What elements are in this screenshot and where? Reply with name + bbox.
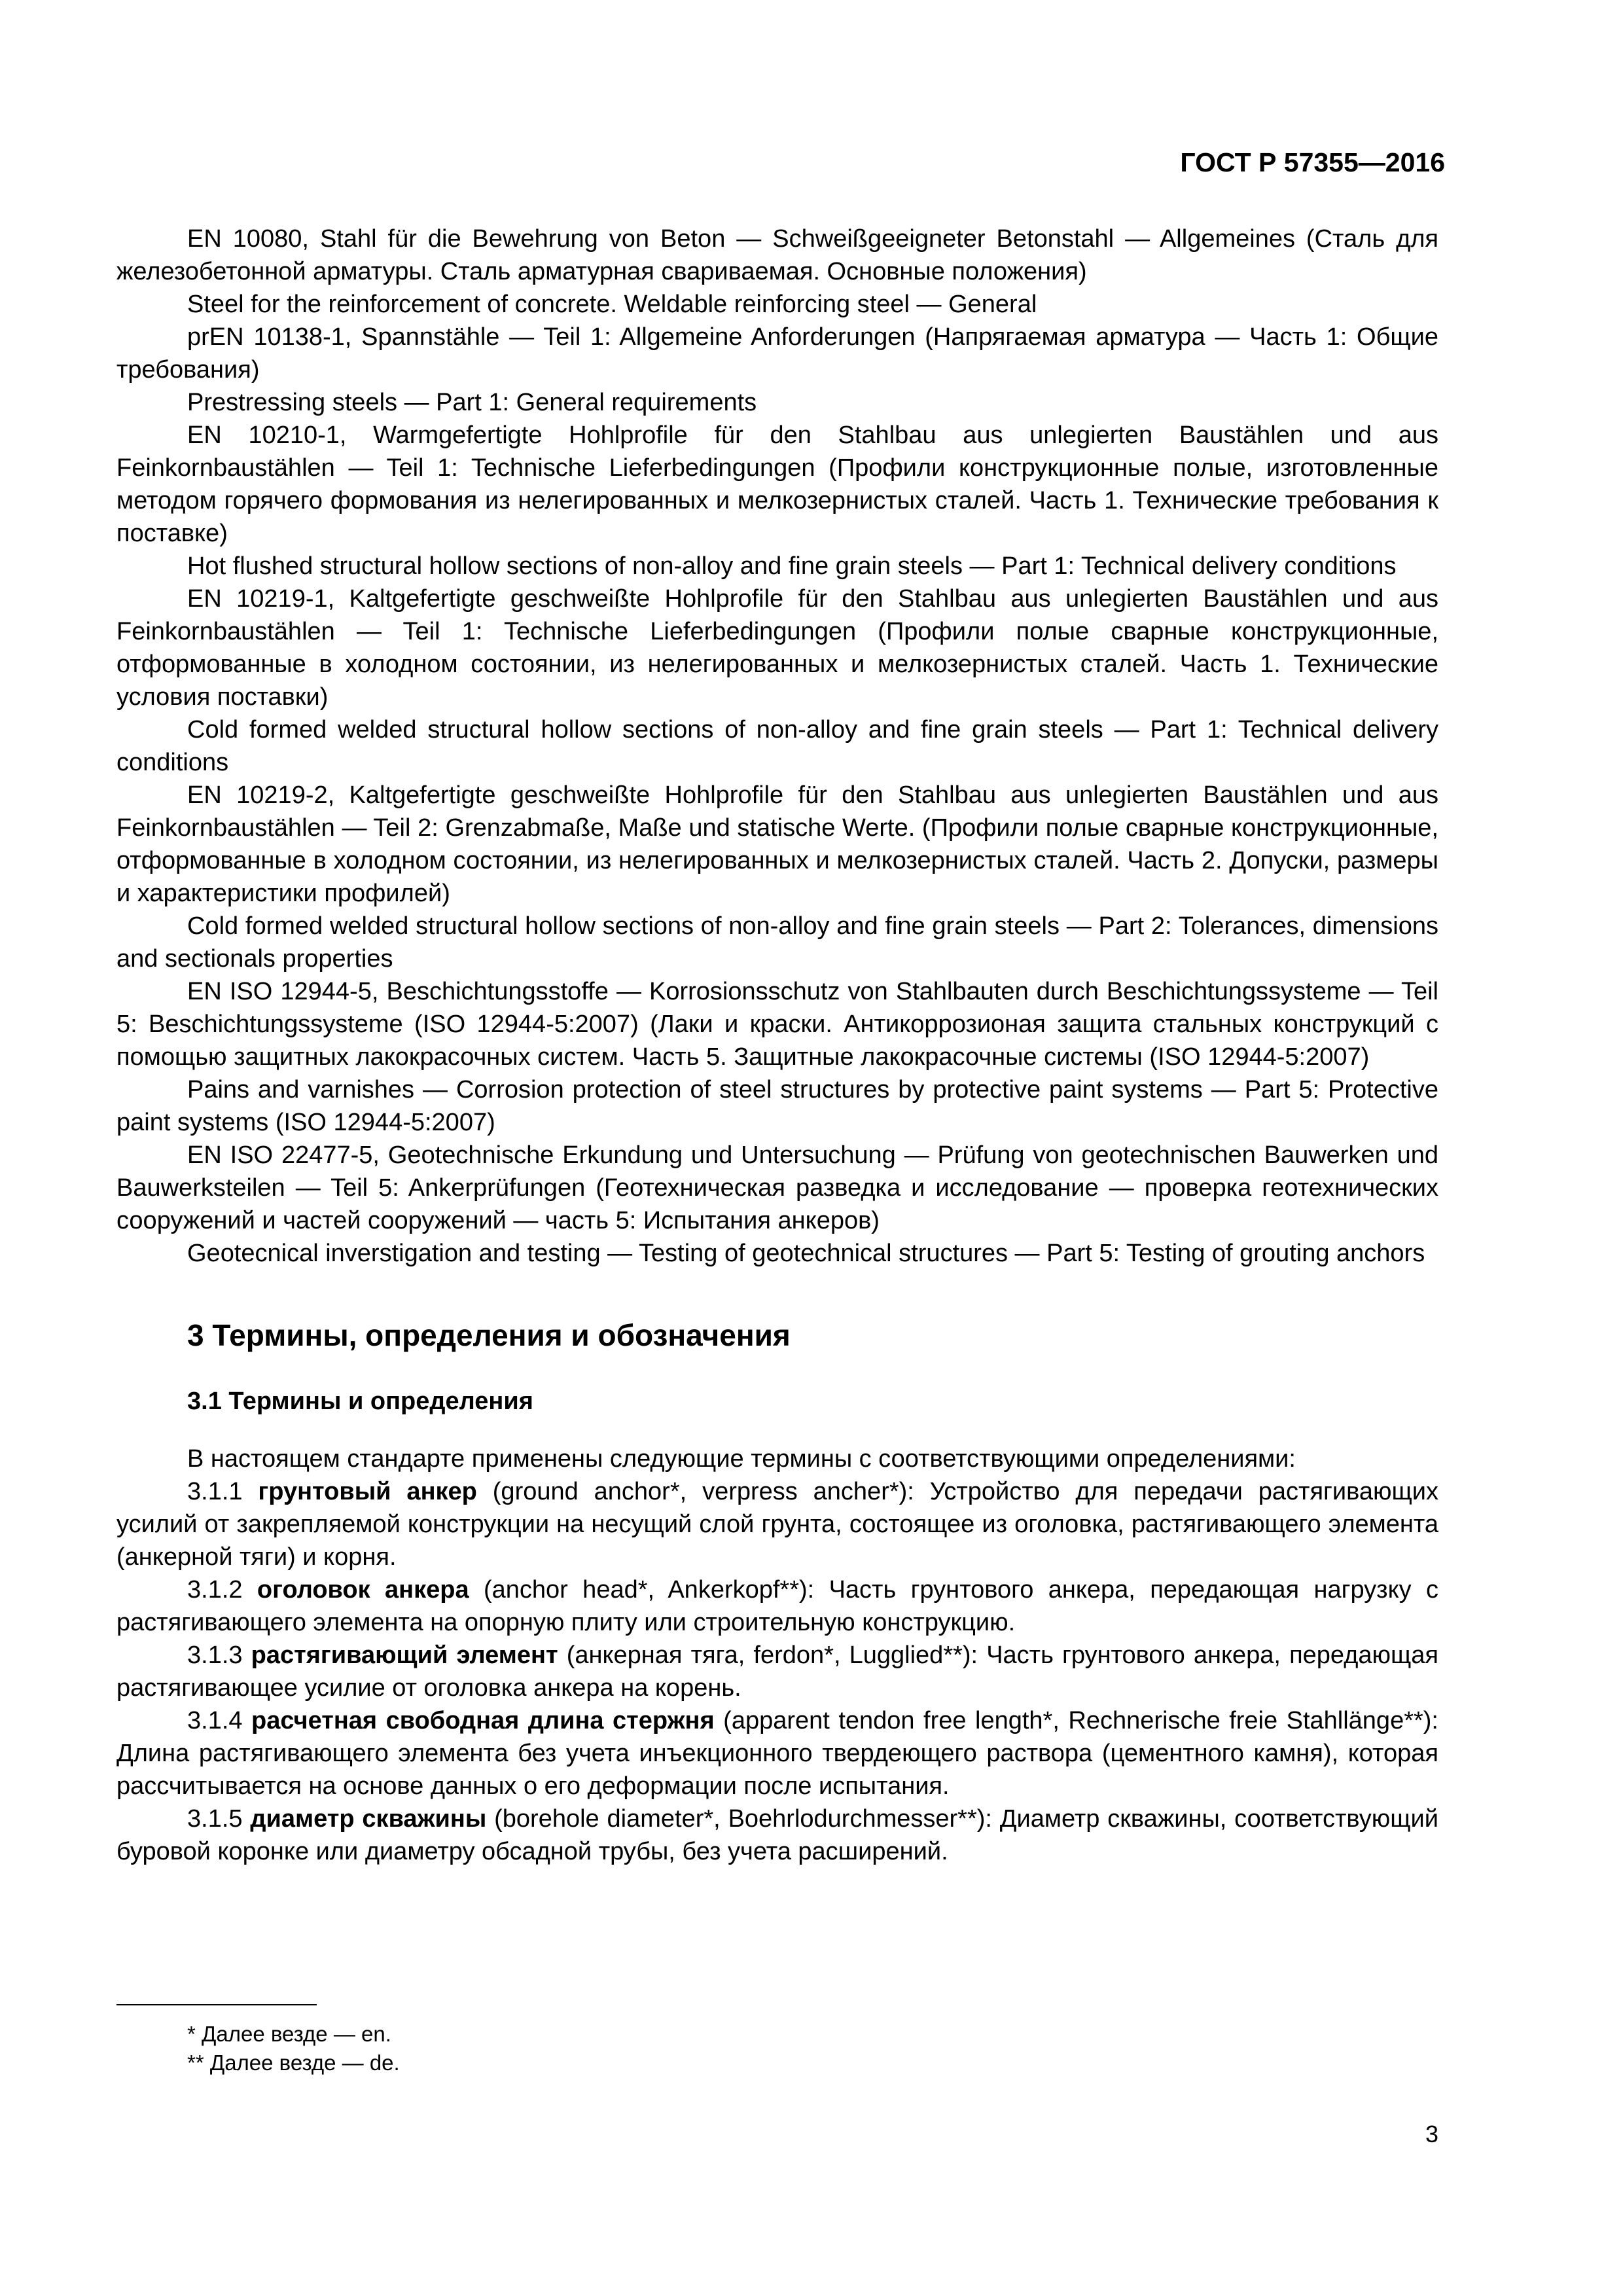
reference-entry: EN ISO 22477-5, Geotechnische Erkundung und Untersuchung — Prüfung von geotechnischen Bauwerken und Bauwerksteilen — Teil 5: Ankerprüfungen (Геотехническая разведка и исследование — проверка геотехнических сооружений и частей сооружений — часть 5: Испытания анкеров): [116, 1141, 1438, 1234]
term-definition: [116, 1639, 1438, 1704]
term-text: (анкерная тяга, ferdon*, Lugglied**): Часть грунтового анкера, передающая растягивающее усилие от оголовка анкера на корень.: [116, 1641, 1439, 1702]
reference-translation: Prestressing steels — Part 1: General requirements: [187, 389, 757, 416]
term-number: 3.1.2: [187, 1576, 243, 1604]
term-definition: [116, 1803, 1438, 1868]
term-definition: [116, 1475, 1438, 1573]
reference-translation: Geotecnical inverstigation and testing — Testing of geotechnical structures — Part 5: Testing of grouting anchors: [187, 1240, 1425, 1267]
term-text: (anchor head*, Ankerkopf**): Часть грунтового анкера, передающая нагрузку с растягивающего элемента на опорную плиту или строительную конструкцию.: [116, 1576, 1439, 1636]
page-number: 3: [1425, 2121, 1438, 2147]
term-text: (apparent tendon free length*, Rechnerische freie Stahllänge**): Длина растягивающего элемента без учета инъекционного твердеющего раствора (цементного камня), которая рассчитывается на основе данных о его деформации после испытания.: [116, 1707, 1438, 1800]
footnotes: [187, 2020, 400, 2077]
reference-translation: Hot flushed structural hollow sections of non-alloy and fine grain steels — Part 1: Technical delivery conditions: [187, 552, 1397, 580]
term-name: диаметр скважины: [250, 1805, 487, 1833]
document-body: [116, 223, 1438, 1868]
section-heading: 3 Термины, определения и обозначения: [187, 1318, 791, 1352]
footnote: * Далее везде — en.: [187, 2022, 391, 2046]
reference-entry: EN 10080, Stahl für die Bewehrung von Beton — Schweißgeeigneter Betonstahl — Allgemeines (Сталь для железобетонной арматуры. Сталь арматурная свариваемая. Основные положения): [116, 225, 1439, 285]
term-number: 3.1.1: [187, 1478, 243, 1505]
term-number: 3.1.4: [187, 1707, 243, 1734]
term-definition: [116, 1573, 1438, 1639]
reference-entry: EN 10219-2, Kaltgefertigte geschweißte Hohlprofile für den Stahlbau aus unlegierten Baustählen und aus Feinkornbaustählen — Teil 2: Grenzabmaße, Maße und statische Werte. (Профили полые сварные конструкционные, отформованные в холодном состоянии, из нелегированных и мелкозернистых сталей. Часть 2. Допуски, размеры и характеристики профилей): [116, 781, 1438, 907]
term-definition: [116, 1704, 1438, 1803]
reference-translation: Cold formed welded structural hollow sections of non-alloy and fine grain steels — Part 2: Tolerances, dimensions and sectionals properties: [116, 912, 1438, 973]
term-name: грунтовый анкер: [258, 1478, 477, 1505]
term-number: 3.1.5: [187, 1805, 243, 1833]
reference-entry: EN ISO 12944-5, Beschichtungsstoffe — Korrosionsschutz von Stahlbauten durch Beschichtungssysteme — Teil 5: Beschichtungssysteme (ISO 12944-5:2007) (Лаки и краски. Антикоррозионая защита стальных конструкций с помощью защитных лакокрасочных систем. Часть 5. Защитные лакокрасочные системы (ISO 12944-5:2007): [116, 978, 1438, 1071]
reference-entry: prEN 10138-1, Spannstähle — Teil 1: Allgemeine Anforderungen (Напрягаемая арматура — Часть 1: Общие требования): [116, 323, 1438, 384]
term-name: расчетная свободная длина стержня: [251, 1707, 715, 1734]
normative-references: [116, 223, 1438, 1270]
document-header: ГОСТ Р 57355—2016: [1180, 147, 1445, 177]
section-intro: В настоящем стандарте применены следующие термины с соответствующими определениями:: [187, 1445, 1296, 1473]
term-text: (ground anchor*, verpress ancher*): Устройство для передачи растягивающих усилий от закрепляемой конструкции на несущий слой грунта, состоящее из оголовка, растягивающего элемента (анкерной тяги) и корня.: [116, 1478, 1438, 1571]
subsection-heading: 3.1 Термины и определения: [187, 1388, 533, 1415]
term-text: (borehole diameter*, Boehrlodurchmesser**): Диаметр скважины, соответствующий буровой коронке или диаметру обсадной трубы, без учета расширений.: [116, 1805, 1439, 1865]
reference-entry: EN 10219-1, Kaltgefertigte geschweißte Hohlprofile für den Stahlbau aus unlegierten Baustählen und aus Feinkornbaustählen — Teil 1: Technische Lieferbedingungen (Профили полые сварные конструкционные, отформованные в холодном состоянии, из нелегированных и мелкозернистых сталей. Часть 1. Технические условия поставки): [116, 585, 1438, 711]
footnote: ** Далее везде — de.: [187, 2051, 400, 2075]
reference-entry: EN 10210-1, Warmgefertigte Hohlprofile für den Stahlbau aus unlegierten Baustählen und aus Feinkornbaustählen — Teil 1: Technische Lieferbedingungen (Профили конструкционные полые, изготовленные методом горячего формования из нелегированных и мелкозернистых сталей. Часть 1. Технические требования к поставке): [116, 422, 1438, 547]
footnote-divider: [116, 2004, 317, 2005]
term-name: оголовок анкера: [257, 1576, 469, 1604]
reference-translation: Cold formed welded structural hollow sections of non-alloy and fine grain steels — Part 1: Technical delivery conditions: [116, 716, 1438, 776]
term-number: 3.1.3: [187, 1641, 243, 1669]
term-name: растягивающий элемент: [251, 1641, 558, 1669]
reference-translation: Steel for the reinforcement of concrete. Weldable reinforcing steel — General: [187, 291, 1037, 318]
reference-translation: Pains and varnishes — Corrosion protection of steel structures by protective paint systems — Part 5: Protective paint systems (ISO 12944-5:2007): [116, 1076, 1438, 1136]
